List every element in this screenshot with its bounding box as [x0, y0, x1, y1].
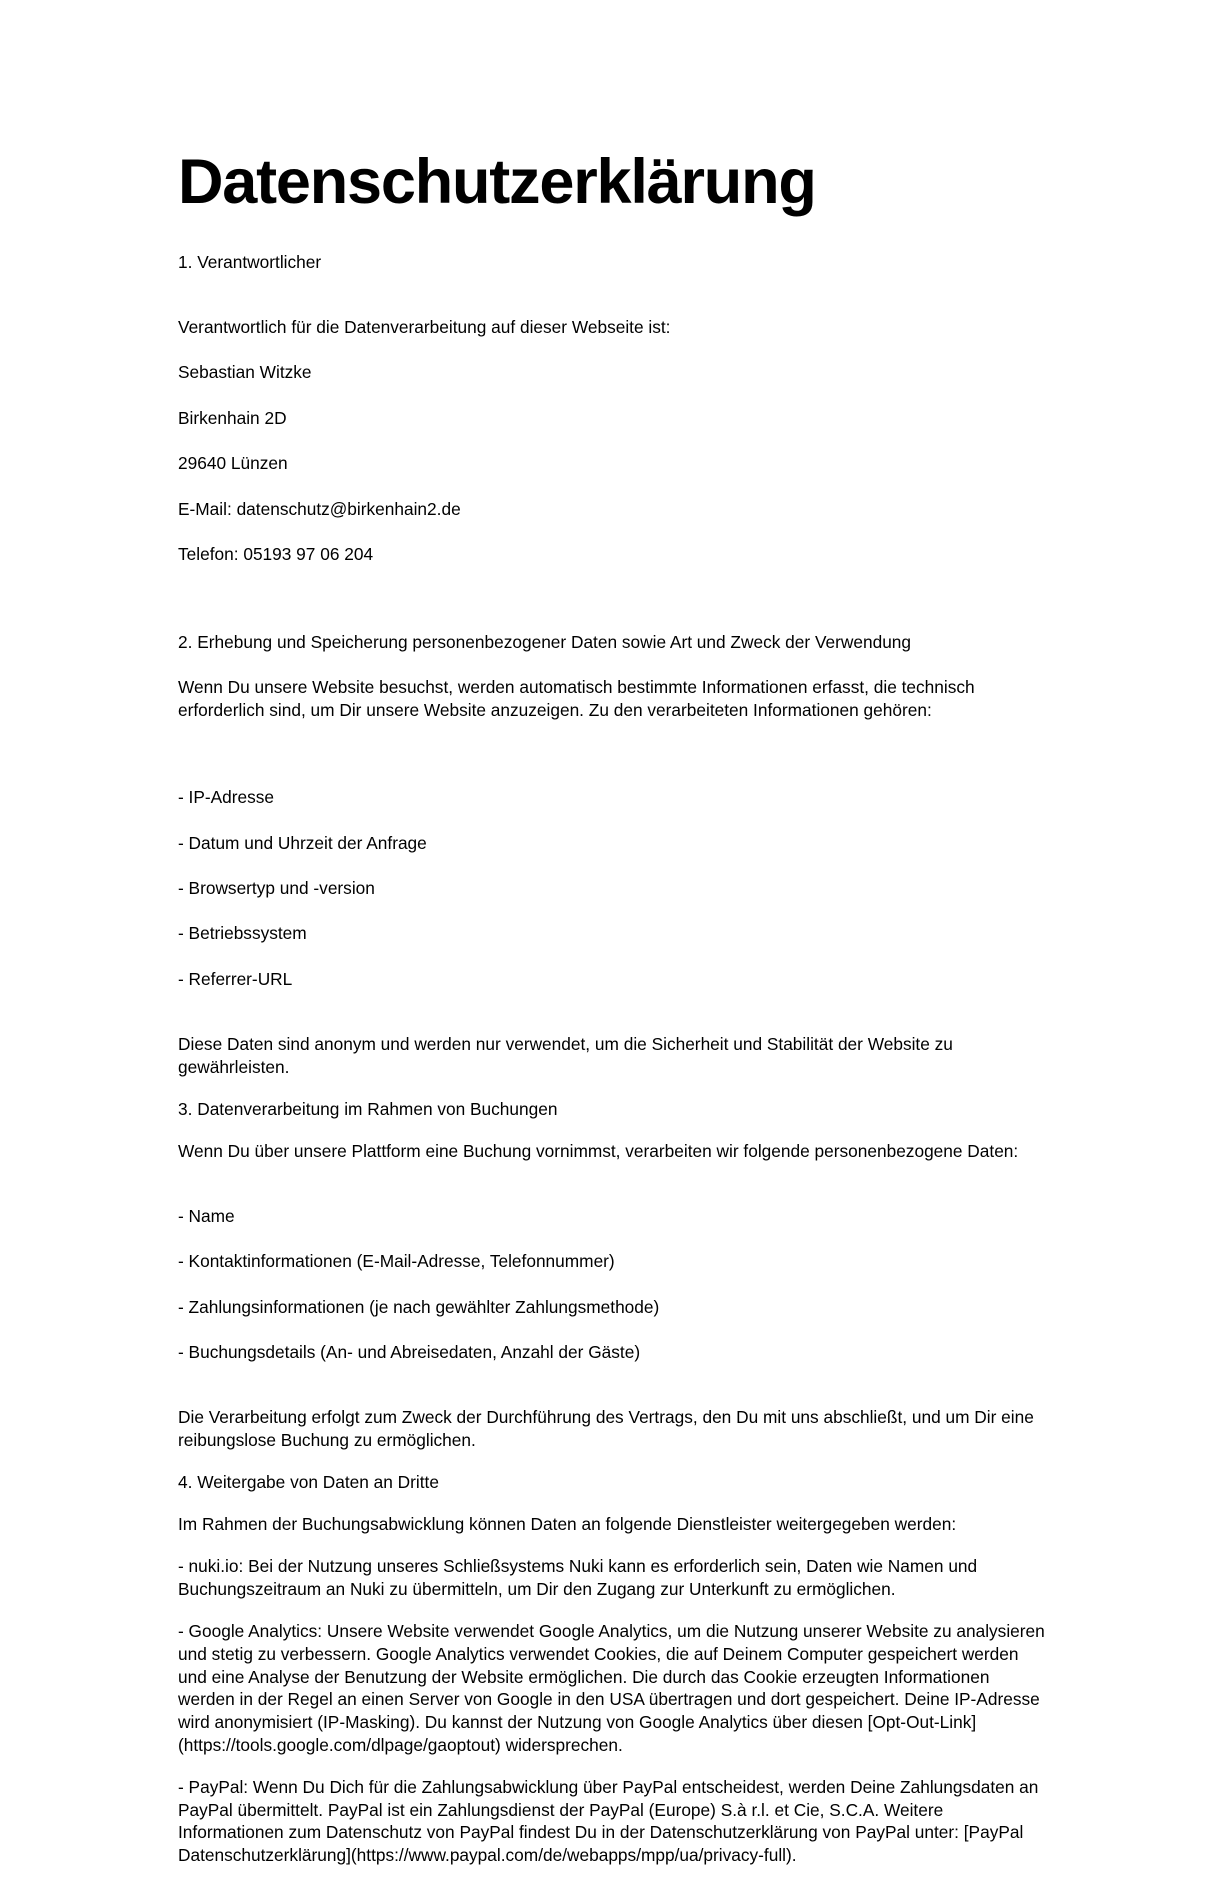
booking-data-list [178, 1182, 1048, 1386]
section-4-intro: Im Rahmen der Buchungsabwicklung können Daten an folgende Dienstleister weitergegeben werden: [178, 1514, 957, 1535]
list-item: - Referrer-URL [178, 968, 293, 989]
section-1-heading: 1. Verantwortlicher [178, 252, 322, 272]
paypal-paragraph: - PayPal: Wenn Du Dich für die Zahlungsabwicklung über PayPal entscheidest, werden Deine Zahlungsdaten an PayPal übermittelt. PayPal ist ein Zahlungsdienst der PayPal (Europe) S.à r.l. et Cie, S.C.A. Weitere Informationen zum Datenschutz von PayPal findest Du in der Datenschutzerklärung von PayPal unter: [PayPal Datenschutzerklärung](https://www.paypal.com/de/webapps/mpp/ua/privacy-full). [178, 1776, 1039, 1865]
controller-email: E-Mail: datenschutz@birkenhain2.de [178, 498, 461, 519]
section-2-intro: Wenn Du unsere Website besuchst, werden automatisch bestimmte Informationen erfasst, die technisch erforderlich sind, um Dir unsere Website anzuzeigen. Zu den verarbeiteten Informationen gehören: [178, 676, 975, 720]
page-title: Datenschutzerklärung [178, 147, 816, 217]
list-item: - Datum und Uhrzeit der Anfrage [178, 832, 427, 853]
section-2-outro: Diese Daten sind anonym und werden nur verwendet, um die Sicherheit und Stabilität der Website zu gewährleisten. [178, 1033, 953, 1077]
controller-phone: Telefon: 05193 97 06 204 [178, 543, 374, 564]
section-3-intro: Wenn Du über unsere Plattform eine Buchung vornimmst, verarbeiten wir folgende personenbezogene Daten: [178, 1140, 1019, 1161]
section-3-heading: 3. Datenverarbeitung im Rahmen von Buchungen [178, 1098, 558, 1119]
section-3-outro: Die Verarbeitung erfolgt zum Zweck der Durchführung des Vertrags, den Du mit uns abschließt, und um Dir eine reibungslose Buchung zu ermöglichen. [178, 1406, 1034, 1450]
controller-contact-block [178, 293, 1048, 588]
section-2-block [178, 608, 1048, 744]
section-2-heading: 2. Erhebung und Speicherung personenbezogener Daten sowie Art und Zweck der Verwendung [178, 631, 912, 652]
list-item: - Betriebssystem [178, 923, 307, 944]
controller-city: 29640 Lünzen [178, 453, 288, 474]
controller-street: Birkenhain 2D [178, 407, 287, 428]
section-4-heading: 4. Weitergabe von Daten an Dritte [178, 1471, 439, 1492]
list-item: - Browsertyp und -version [178, 878, 375, 899]
list-item: - Zahlungsinformationen (je nach gewählter Zahlungsmethode) [178, 1296, 660, 1317]
list-item: - Buchungsdetails (An- und Abreisedaten, Anzahl der Gäste) [178, 1342, 641, 1363]
controller-intro: Verantwortlich für die Datenverarbeitung auf dieser Webseite ist: [178, 316, 671, 337]
google-analytics-paragraph: - Google Analytics: Unsere Website verwendet Google Analytics, um die Nutzung unserer Website zu analysieren und stetig zu verbessern. Google Analytics verwendet Cookies, die auf Deinem Computer gespeichert werden und eine Analyse der Benutzung der Website ermöglichen. Die durch das Cookie erzeugten Informationen werden in der Regel an einen Server von Google in den USA übertragen und dort gespeichert. Deine IP-Adresse wird anonymisiert (IP-Masking). Du kannst der Nutzung von Google Analytics über diesen [Opt-Out-Link](https://tools.google.com/dlpage/gaoptout) widersprechen. [178, 1621, 1045, 1755]
list-item: - Kontaktinformationen (E-Mail-Adresse, Telefonnummer) [178, 1251, 615, 1272]
list-item: - IP-Adresse [178, 787, 275, 808]
collected-data-list [178, 764, 1048, 1014]
document-page [178, 142, 1048, 1886]
controller-name: Sebastian Witzke [178, 362, 312, 383]
nuki-paragraph: - nuki.io: Bei der Nutzung unseres Schließsystems Nuki kann es erforderlich sein, Daten wie Namen und Buchungszeitraum an Nuki zu übermitteln, um Dir den Zugang zur Unterkunft zu ermöglichen. [178, 1556, 978, 1599]
list-item: - Name [178, 1205, 235, 1226]
